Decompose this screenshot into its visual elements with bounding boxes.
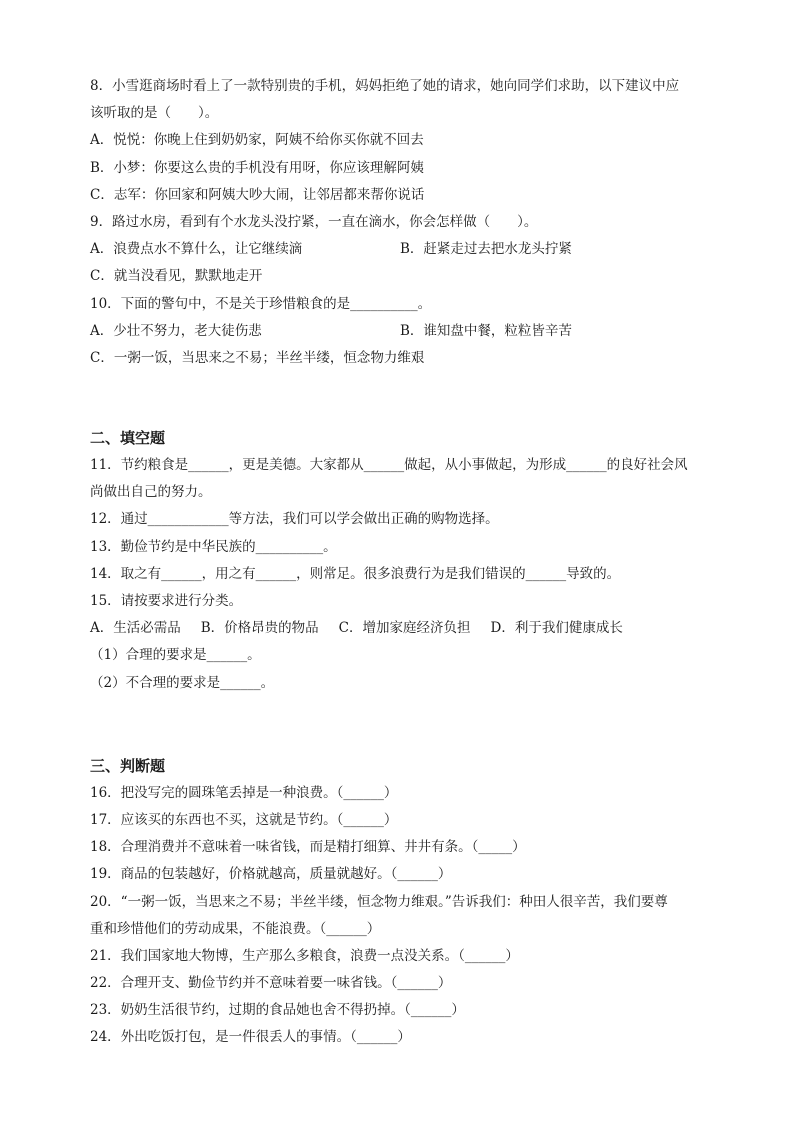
section-fill-in-heading: 二、填空题 bbox=[90, 429, 166, 448]
q21: 21．我们国家地大物博，生产那么多粮食，浪费一点没关系。（______） bbox=[90, 947, 519, 964]
q8-option-a: A．悦悦：你晚上住到奶奶家，阿姨不给你买你就不回去 bbox=[90, 132, 424, 149]
q17: 17．应该买的东西也不买，这就是节约。（______） bbox=[90, 811, 398, 828]
q8-option-c: C．志军：你回家和阿姨大吵大闹，让邻居都来帮你说话 bbox=[90, 186, 425, 203]
q15-option-c: C．增加家庭经济负担 bbox=[338, 620, 471, 637]
q10-option-c: C．一粥一饭，当思来之不易；半丝半缕，恒念物力维艰 bbox=[90, 349, 425, 366]
q9-options-row bbox=[90, 236, 710, 263]
q8-option-b: B．小梦：你要这么贵的手机没有用呀，你应该理解阿姨 bbox=[90, 159, 424, 176]
q10-options-row bbox=[90, 318, 710, 345]
q9-option-a: A．浪费点水不算什么，让它继续滴 bbox=[90, 241, 303, 258]
q9-option-c: C．就当没看见，默默地走开 bbox=[90, 268, 263, 285]
q12: 12．通过____________等方法，我们可以学会做出正确的购物选择。 bbox=[90, 511, 499, 528]
q10-option-a: A．少壮不努力，老大徒伤悲 bbox=[90, 322, 262, 339]
q15-option-d: D．利于我们健康成长 bbox=[490, 620, 623, 637]
q8-stem-line1: 8．小雪逛商场时看上了一款特别贵的手机，妈妈拒绝了她的请求，她向同学们求助，以下建议中应 bbox=[90, 78, 680, 94]
q15-sub2: （2）不合理的要求是______。 bbox=[90, 674, 275, 691]
q20-line1: 20．“一粥一饭，当思来之不易；半丝半缕，恒念物力维艰。”告诉我们：种田人很辛苦，我们要尊 bbox=[90, 893, 668, 910]
q15-option-a: A．生活必需品 bbox=[90, 620, 181, 637]
q11-line2: 尚做出自己的努力。 bbox=[90, 484, 212, 501]
q18: 18．合理消费并不意味着一味省钱，而是精打细算、井井有条。（_____） bbox=[90, 839, 526, 856]
q15-option-b: B．价格昂贵的物品 bbox=[200, 620, 319, 637]
q13: 13．勤俭节约是中华民族的__________。 bbox=[90, 538, 337, 555]
q24: 24．外出吃饭打包，是一件很丢人的事情。（______） bbox=[90, 1029, 411, 1046]
q20-line2: 重和珍惜他们的劳动成果，不能浪费。（______） bbox=[90, 920, 381, 937]
q15-options-row bbox=[90, 615, 710, 642]
q8-stem-line2: 该听取的是（ ）。 bbox=[90, 105, 219, 122]
q11-line1: 11．节约粮食是______，更是美德。大家都从______做起，从小事做起，为形成______的良好社会风 bbox=[90, 457, 688, 474]
q19: 19．商品的包装越好，价格就越高，质量就越好。（______） bbox=[90, 866, 452, 883]
q14: 14．取之有______，用之有______，则常足。很多浪费行为是我们错误的______导致的。 bbox=[90, 565, 621, 582]
q22: 22．合理开支、勤俭节约并不意味着要一味省钱。（______） bbox=[90, 975, 452, 992]
section-judgement-heading: 三、判断题 bbox=[90, 756, 166, 775]
q15-sub1: （1）合理的要求是______。 bbox=[90, 647, 261, 664]
worksheet-page bbox=[90, 73, 710, 1052]
q15-stem: 15．请按要求进行分类。 bbox=[90, 593, 243, 609]
q10-stem: 10．下面的警句中，不是关于珍惜粮食的是__________。 bbox=[90, 295, 432, 312]
q10-option-b: B．谁知盘中餐，粒粒皆辛苦 bbox=[400, 322, 572, 339]
q9-option-b: B．赶紧走过去把水龙头拧紧 bbox=[400, 241, 572, 258]
q16: 16．把没写完的圆珠笔丢掉是一种浪费。（______） bbox=[90, 784, 398, 801]
q23: 23．奶奶生活很节约，过期的食品她也舍不得扔掉。（______） bbox=[90, 1002, 465, 1019]
q9-stem: 9．路过水房，看到有个水龙头没拧紧，一直在滴水，你会怎样做（ ）。 bbox=[90, 213, 538, 230]
